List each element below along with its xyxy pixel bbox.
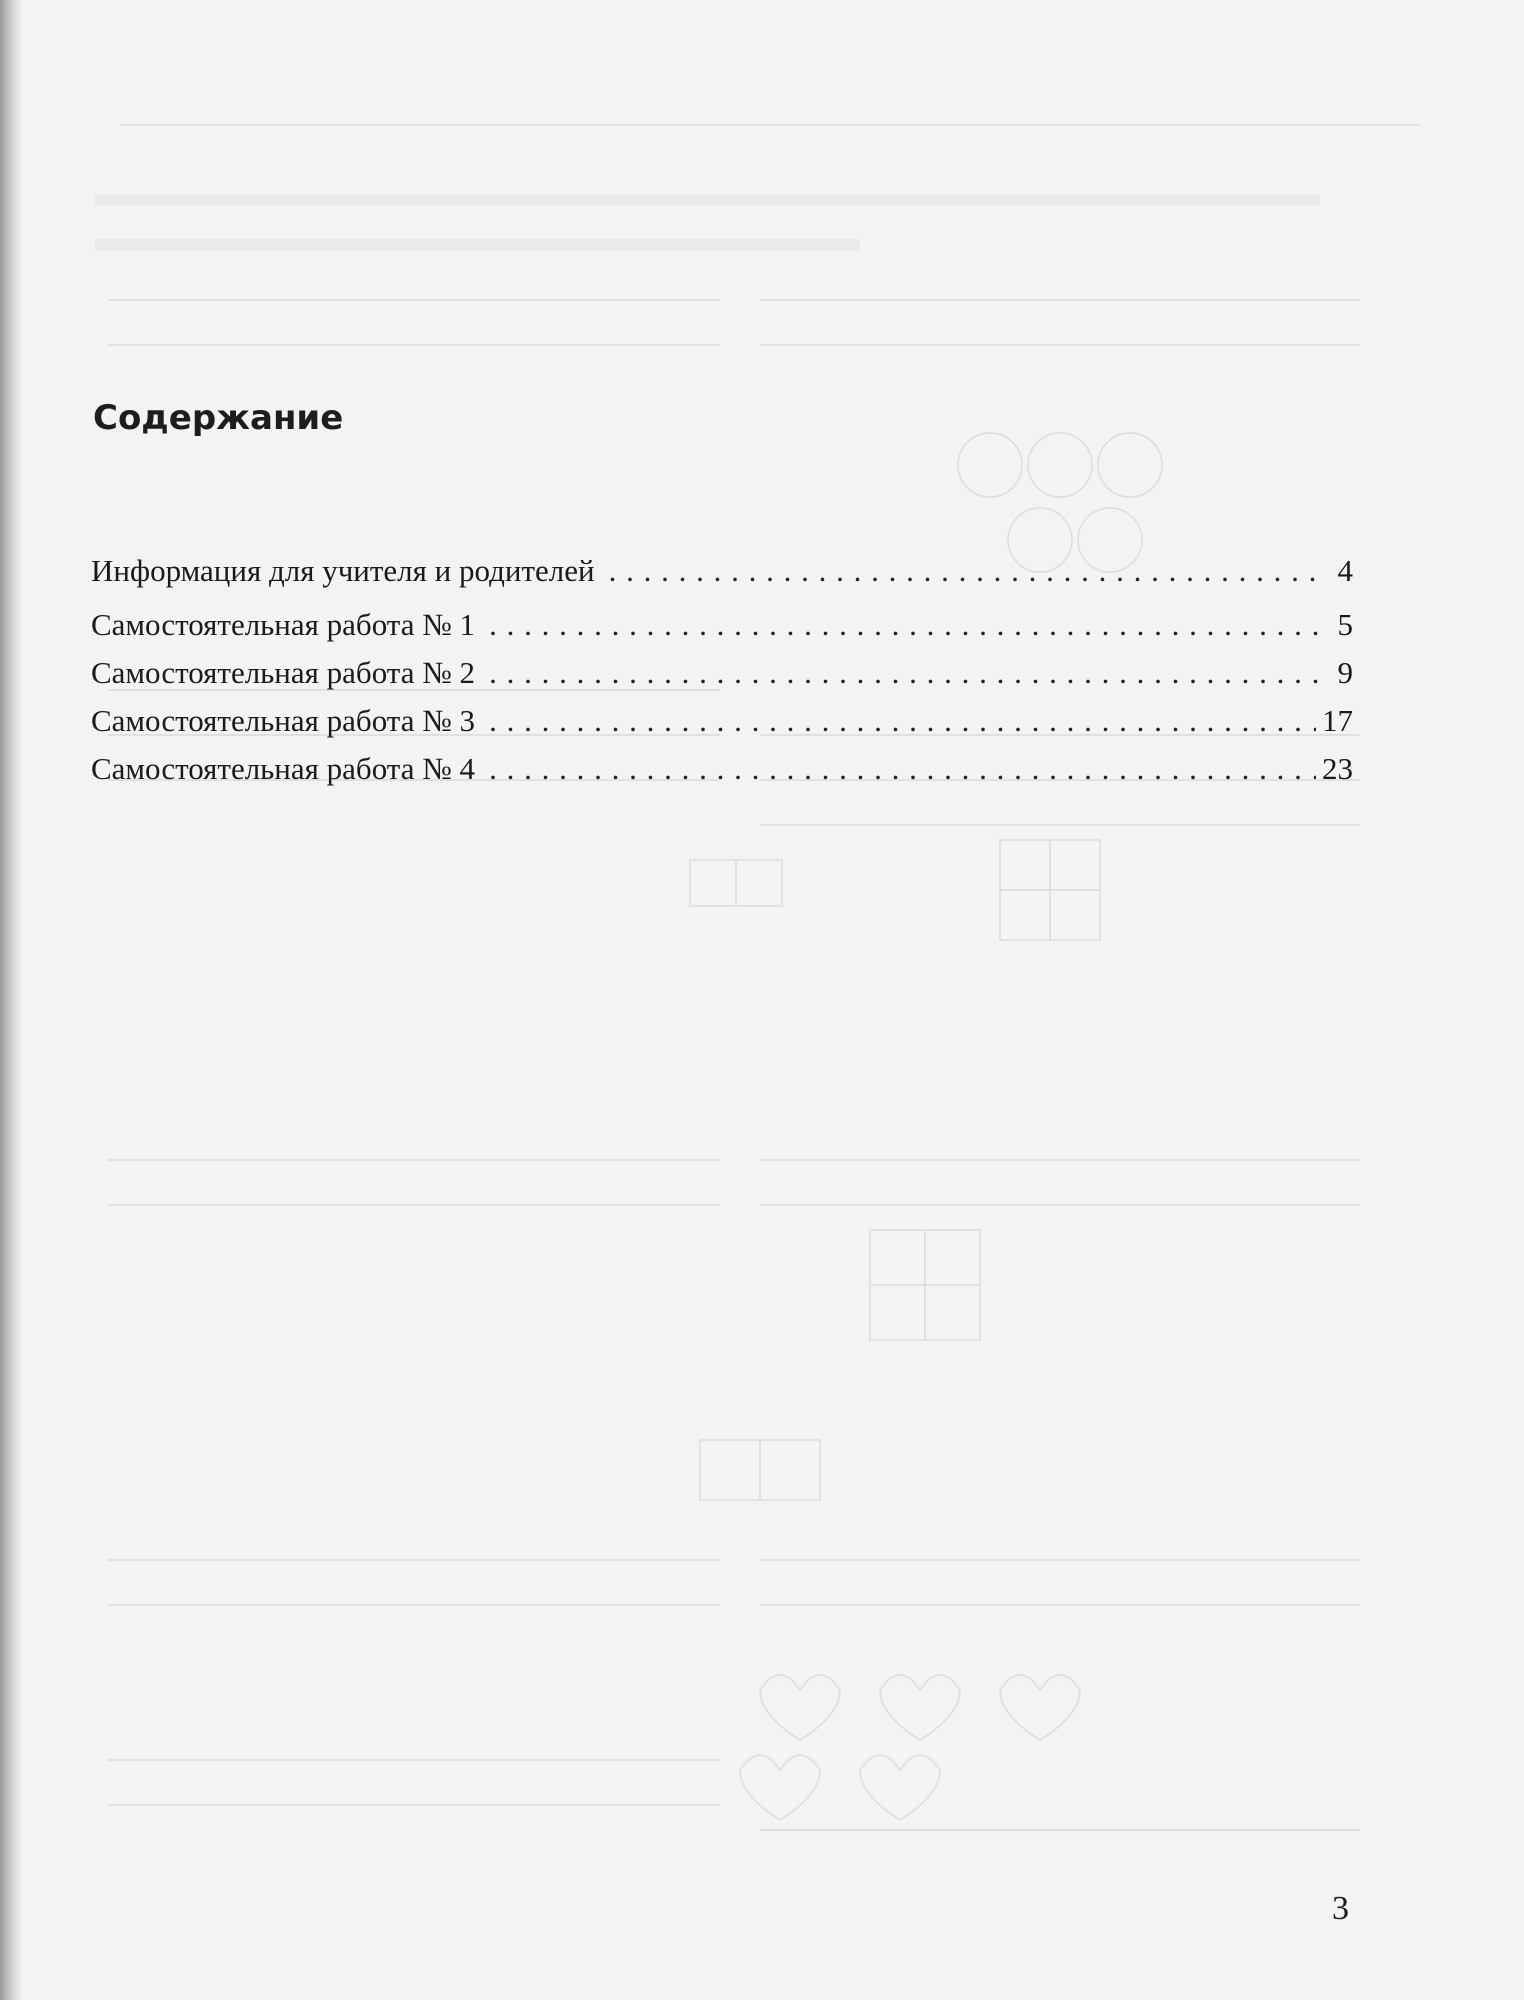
toc-entry-page: 9	[1337, 655, 1353, 690]
toc-entry[interactable]	[91, 751, 1353, 791]
toc-heading: Содержание	[93, 398, 344, 438]
toc-dot-leader	[489, 655, 1321, 691]
toc-dot-leader	[489, 607, 1321, 643]
toc-entry-page: 23	[1322, 751, 1353, 786]
toc-entry[interactable]	[91, 655, 1353, 695]
toc-entry[interactable]	[91, 607, 1353, 647]
toc-entry[interactable]	[91, 703, 1353, 743]
toc-dot-leader	[609, 553, 1321, 589]
toc-entry-page: 5	[1337, 607, 1353, 642]
toc-entry-label: Информация для учителя и родителей	[91, 553, 595, 588]
toc-entry-page: 4	[1337, 553, 1353, 588]
toc-entry-label: Самостоятельная работа № 2	[91, 655, 476, 690]
toc-dot-leader	[489, 703, 1316, 739]
toc-dot-leader	[489, 751, 1316, 787]
toc-entry-label: Самостоятельная работа № 1	[91, 607, 476, 642]
toc-entry[interactable]	[91, 553, 1353, 593]
toc-entry-label: Самостоятельная работа № 3	[91, 703, 476, 738]
scan-edge-shadow	[0, 0, 22, 2000]
toc-entry-page: 17	[1322, 703, 1353, 738]
page-number: 3	[1332, 1890, 1349, 1927]
toc-entry-label: Самостоятельная работа № 4	[91, 751, 476, 786]
